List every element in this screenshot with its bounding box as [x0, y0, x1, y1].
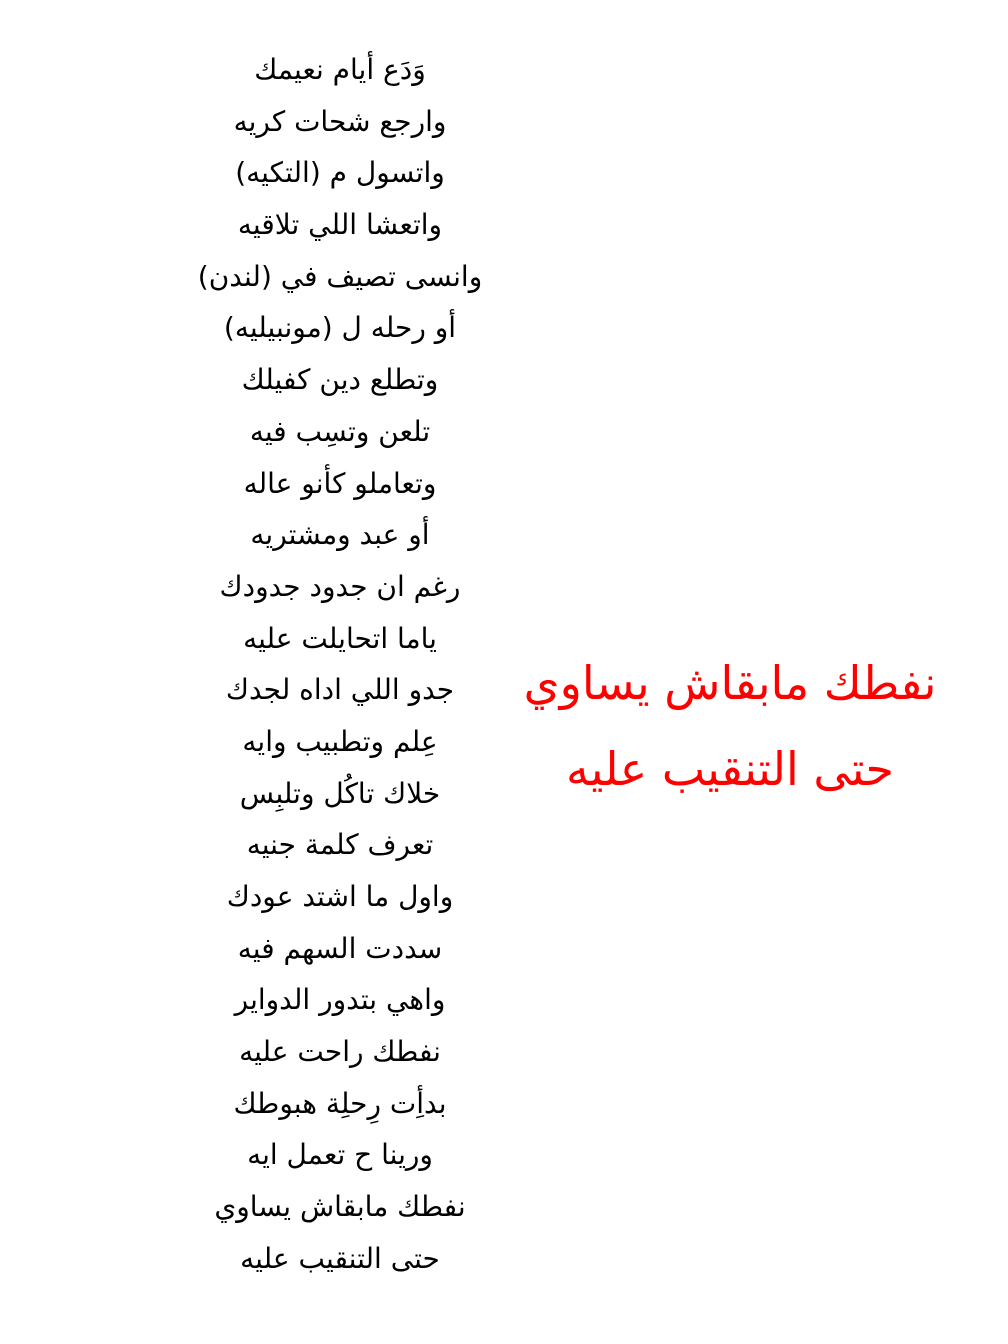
poem-line: واول ما اشتد عودك	[226, 880, 454, 913]
poem-line: ورينا ح تعمل ايه	[247, 1138, 433, 1172]
poem-line: نفطك مابقاش يساوي	[214, 1190, 466, 1224]
poem-line: أو عبد ومشتريه	[250, 518, 430, 552]
poem-lines	[150, 44, 530, 1285]
highlight-quote	[490, 640, 970, 812]
poem-line: وتطلع دين كفيلك	[241, 363, 439, 397]
poem-line: سددت السهم فيه	[237, 931, 443, 965]
poem-line: نفطك راحت عليه	[239, 1035, 441, 1069]
poem-line: أو رحله ل (مونبيليه)	[223, 311, 457, 345]
poem-line: واتعشا اللي تلاقيه	[237, 208, 443, 242]
poem-line: ياما اتحايلت عليه	[243, 621, 437, 655]
poem-line: خلاك تاكُل وتلبِس	[239, 776, 441, 810]
poem-line: واتسول م (التكيه)	[235, 156, 445, 190]
poem-line: تلعن وتسِب فيه	[249, 414, 431, 448]
poem-line: جدو اللي اداه لجدك	[225, 673, 455, 707]
poem-line: تعرف كلمة جنيه	[246, 828, 434, 862]
highlight-line-2: حتى التنقيب عليه	[566, 742, 894, 796]
poem-line: وانسى تصيف في (لندن)	[197, 259, 483, 293]
highlight-line-1: نفطك مابقاش يساوي	[523, 656, 937, 710]
poem-line: وتعاملو كأنو عاله	[243, 466, 437, 500]
poem-line: وَدَع أيام نعيمك	[254, 53, 426, 86]
poem-line: واهي بتدور الدواير	[234, 983, 446, 1017]
poem-line: وارجع شحات كريه	[233, 104, 447, 138]
poem-line: رغم ان جدود جدودك	[219, 569, 461, 603]
poem-line: حتى التنقيب عليه	[240, 1241, 440, 1275]
poem-line: بدأِت رِحلِة هبوطك	[233, 1086, 447, 1120]
poem-line: عِلم وتطبيب وايه	[242, 724, 438, 758]
